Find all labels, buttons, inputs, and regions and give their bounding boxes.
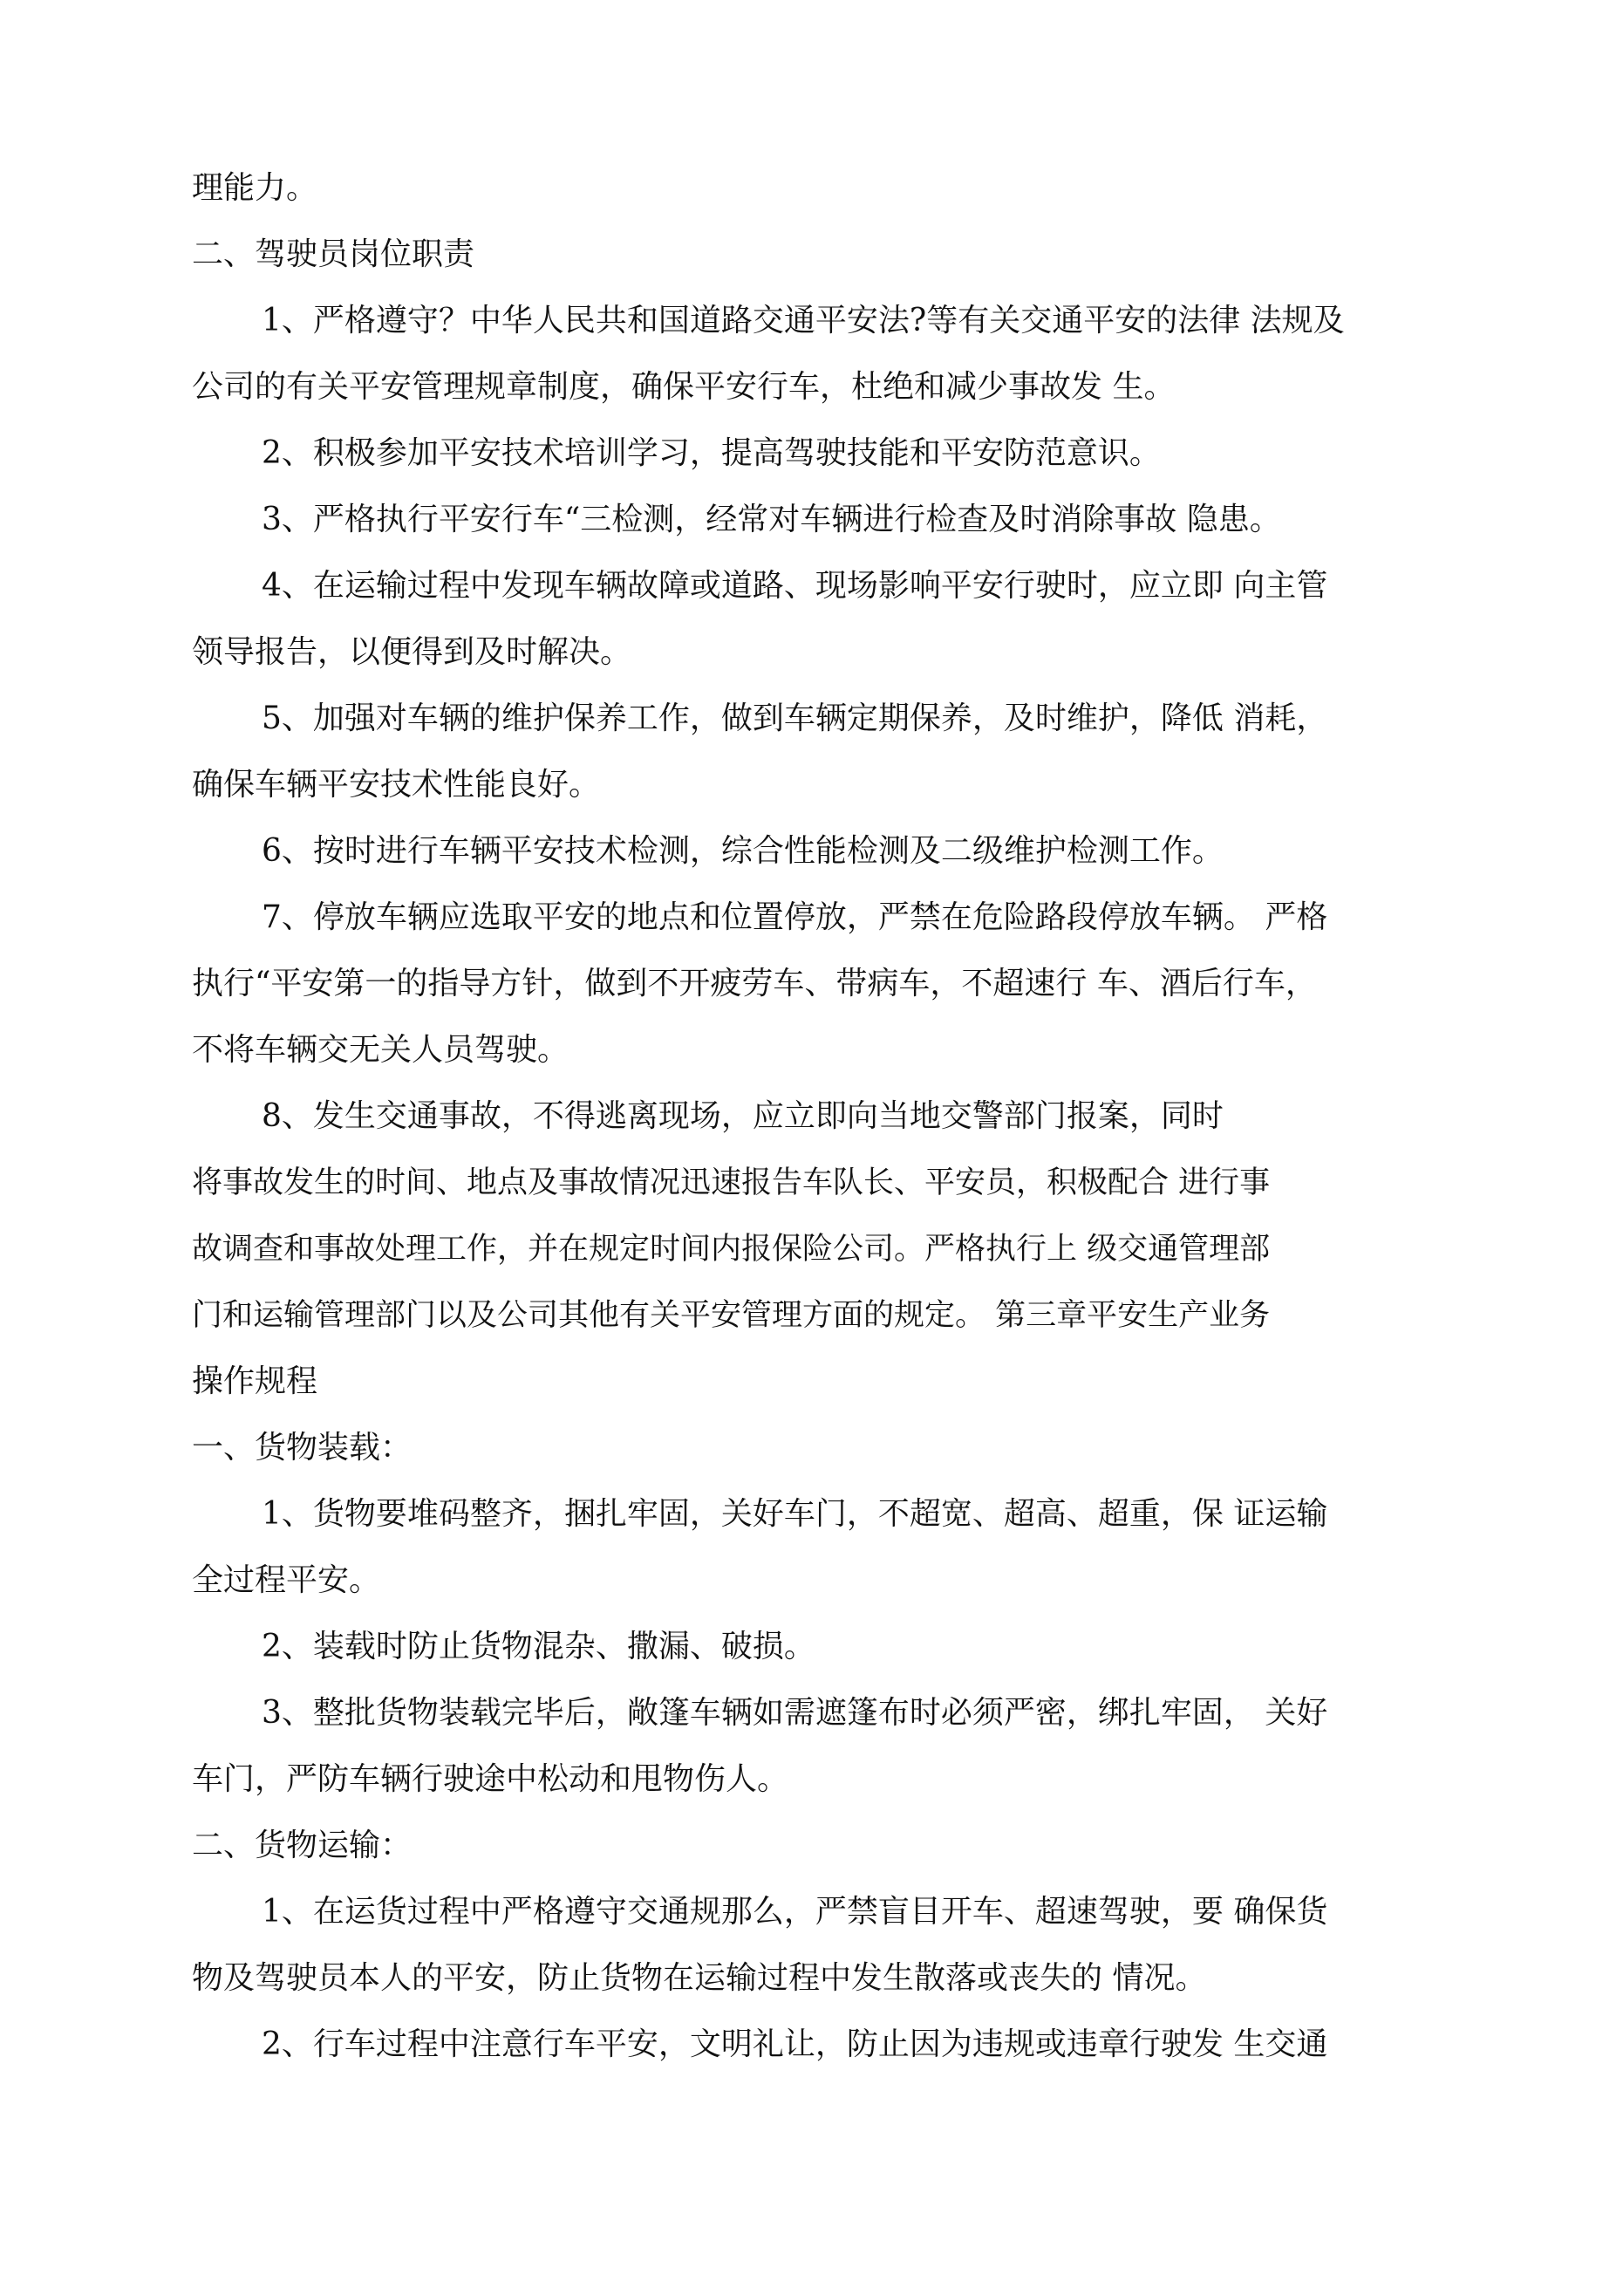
text-line: 7、停放车辆应选取平安的地点和位置停放，严禁在危险路段停放车辆。 严格 [262,899,1328,935]
text-line: 3、整批货物装载完毕后，敞篷车辆如需遮篷布时必须严密，绑扎牢固， 关好 [262,1695,1328,1731]
section-heading: 二、驾驶员岗位职责 [192,236,475,272]
text-line: 理能力。 [192,170,318,206]
text-line: 领导报告，以便得到及时解决。 [192,634,632,670]
text-line: 5、加强对车辆的维护保养工作，做到车辆定期保养，及时维护，降低 消耗， [262,700,1328,736]
text-line: 故调查和事故处理工作，并在规定时间内报保险公司。严格执行上 级交通管理部 [192,1232,1271,1267]
text-line: 公司的有关平安管理规章制度，确保平安行车，杜绝和减少事故发 生。 [192,369,1176,405]
text-line: 2、积极参加平安技术培训学习，提高驾驶技能和平安防范意识。 [262,435,1161,471]
text-line: 2、装载时防止货物混杂、撒漏、破损。 [262,1629,815,1664]
text-line: 车门，严防车辆行驶途中松动和甩物伤人。 [192,1761,789,1797]
text-line: 确保车辆平安技术性能良好。 [192,767,601,803]
text-line: 2、行车过程中注意行车平安，文明礼让，防止因为违规或违章行驶发 生交通 [262,2026,1328,2062]
text-line: 将事故发生的时间、地点及事故情况迅速报告车队长、平安员，积极配合 进行事 [192,1165,1271,1200]
section-heading: 一、货物装载： [192,1430,413,1466]
text-line: 1、严格遵守？中华人民共和国道路交通平安法?等有关交通平安的法律 法规及 [262,303,1345,338]
text-line: 8、发生交通事故，不得逃离现场，应立即向当地交警部门报案，同时 [262,1098,1224,1134]
text-line: 全过程平安。 [192,1562,381,1598]
text-line: 3、严格执行平安行车“三检测，经常对车辆进行检查及时消除事故 隐患。 [262,502,1281,537]
text-line: 操作规程 [192,1363,318,1399]
text-line: 4、在运输过程中发现车辆故障或道路、现场影响平安行驶时，应立即 向主管 [262,568,1328,604]
text-line: 6、按时进行车辆平安技术检测，综合性能检测及二级维护检测工作。 [262,833,1224,869]
text-line: 物及驾驶员本人的平安，防止货物在运输过程中发生散落或丧失的 情况。 [192,1960,1207,1996]
text-line: 1、在运货过程中严格遵守交通规那么，严禁盲目开车、超速驾驶，要 确保货 [262,1894,1328,1930]
section-heading: 二、货物运输： [192,1828,413,1863]
text-line: 执行“平安第一的指导方针，做到不开疲劳车、带病车，不超速行 车、酒后行车， [192,966,1317,1001]
text-line: 不将车辆交无关人员驾驶。 [192,1032,569,1068]
text-line: 1、货物要堆码整齐，捆扎牢固，关好车门，不超宽、超高、超重，保 证运输 [262,1496,1328,1532]
text-line: 门和运输管理部门以及公司其他有关平安管理方面的规定。 第三章平安生产业务 [192,1298,1271,1333]
